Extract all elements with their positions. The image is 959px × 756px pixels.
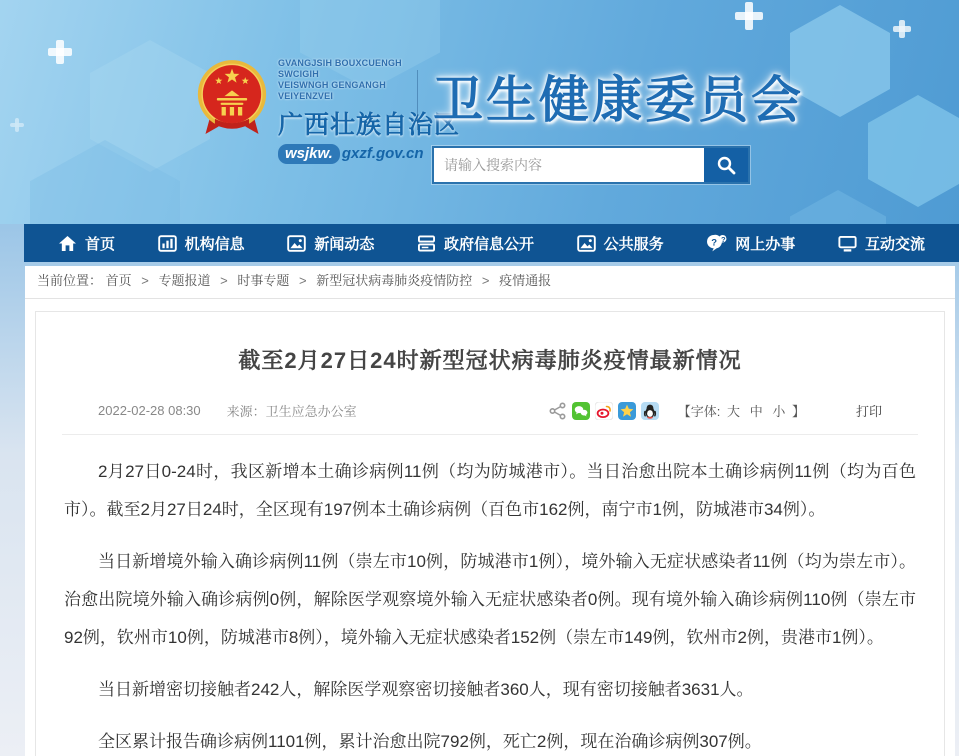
nav-item-public-service[interactable]: 公共服务 xyxy=(577,233,664,254)
org-name-chinese: 广西壮族自治区 xyxy=(278,111,461,139)
plus-decoration xyxy=(893,20,911,38)
breadcrumb-item-epidemic-report[interactable]: 疫情通报 xyxy=(499,273,552,288)
bar-chart-icon xyxy=(158,235,177,252)
chat-bubbles-icon xyxy=(706,234,727,252)
search-box xyxy=(432,146,750,184)
weibo-icon[interactable] xyxy=(595,402,613,420)
article-paragraph: 当日新增密切接触者242人，解除医学观察密切接触者360人，现有密切接触者3631人。 xyxy=(98,680,754,699)
brand-block xyxy=(196,58,461,162)
search-input[interactable] xyxy=(434,148,704,182)
printer-icon xyxy=(417,235,436,252)
home-icon xyxy=(58,235,77,252)
article-paragraph: 2月27日0-24时，我区新增本土确诊病例11例（均为防城港市）。当日治愈出院本土确诊病例11例（均为百色市）。截至2月27日24时，全区现有197例本土确诊病例（百色市162例，南宁市1例，防城港市34例）。 xyxy=(64,462,916,519)
nav-item-gov-info[interactable]: 政府信息公开 xyxy=(417,233,534,254)
meta-divider xyxy=(62,434,918,435)
svg-text:?: ? xyxy=(721,234,726,244)
plus-decoration xyxy=(48,40,72,64)
plus-decoration xyxy=(735,2,763,30)
nav-item-online-affairs[interactable]: ? ? 网上办事 xyxy=(706,233,795,254)
print-button[interactable]: 打印 xyxy=(855,404,882,419)
nav-item-news[interactable]: 新闻动态 xyxy=(287,233,374,254)
magnifier-icon xyxy=(716,155,736,175)
qzone-icon[interactable] xyxy=(618,402,636,420)
nav-item-interaction[interactable]: 互动交流 xyxy=(838,233,925,254)
hexagon-decoration xyxy=(790,5,890,117)
monitor-icon xyxy=(838,235,857,252)
breadcrumb-item-home[interactable]: 首页 xyxy=(105,273,132,288)
share-icon[interactable] xyxy=(549,402,567,420)
font-size-small[interactable]: 小 xyxy=(772,404,786,419)
site-header xyxy=(0,0,959,224)
photo-icon xyxy=(577,235,596,252)
site-domain: wsjkw. gxzf.gov.cn xyxy=(278,145,418,162)
wechat-icon[interactable] xyxy=(572,402,590,420)
article-source: 来源：卫生应急办公室 xyxy=(226,404,357,419)
main-nav xyxy=(24,224,959,262)
nav-item-org-info[interactable]: 机构信息 xyxy=(158,233,245,254)
search-button[interactable] xyxy=(704,148,748,182)
article-paragraph: 当日新增境外输入确诊病例11例（崇左市10例，防城港市1例），境外输入无症状感染者11例（均为崇左市）。治愈出院境外输入确诊病例0例，解除医学观察境外输入无症状感染者0例。现有境外输入确诊病例110例（崇左市92例，钦州市10例，防城港市8例），境外输入无症状感染者152例（崇左市149例，钦州市2例，贵港市1例）。 xyxy=(64,552,916,647)
font-size-medium[interactable]: 中 xyxy=(749,404,763,419)
hexagon-decoration xyxy=(790,190,886,224)
article-meta xyxy=(62,401,918,420)
breadcrumb-prefix: 当前位置： xyxy=(37,273,103,288)
brand-divider xyxy=(417,70,418,130)
article xyxy=(35,311,945,756)
font-size-widget: 【字体: 大 中 小 】 xyxy=(677,404,805,419)
article-paragraph: 全区累计报告确诊病例1101例，累计治愈出院792例，死亡2例，现在治确诊病例307例。 xyxy=(98,732,762,751)
plus-decoration xyxy=(10,118,24,132)
photo-icon xyxy=(287,235,306,252)
site-title: 卫生健康委员会 xyxy=(433,72,804,128)
font-size-large[interactable]: 大 xyxy=(727,404,741,419)
article-body xyxy=(62,453,918,756)
breadcrumb: 当前位置： 首页 > 专题报道 > 时事专题 > 新型冠状病毒肺炎疫情防控 > 疫情通报 xyxy=(25,266,955,299)
hexagon-decoration xyxy=(868,95,959,207)
content-area xyxy=(25,266,955,756)
org-name-zhuang: GVANGJSIH BOUXCUENGH SWCIGIH VEISWNGH GENGANGH VEIYENZVEI xyxy=(278,58,402,101)
national-emblem-logo xyxy=(196,58,268,138)
breadcrumb-item-special-reports[interactable]: 专题报道 xyxy=(158,273,211,288)
svg-text:?: ? xyxy=(711,237,718,249)
publish-date: 2022-02-28 08:30 xyxy=(98,403,201,418)
domain-prefix-badge: wsjkw. xyxy=(278,144,340,164)
breadcrumb-item-covid-prevention[interactable]: 新型冠状病毒肺炎疫情防控 xyxy=(316,273,473,288)
nav-item-home[interactable]: 首页 xyxy=(58,233,115,254)
qq-icon[interactable] xyxy=(641,402,659,420)
breadcrumb-item-current-topics[interactable]: 时事专题 xyxy=(237,273,290,288)
article-title: 截至2月27日24时新型冠状病毒肺炎疫情最新情况 xyxy=(238,348,742,373)
